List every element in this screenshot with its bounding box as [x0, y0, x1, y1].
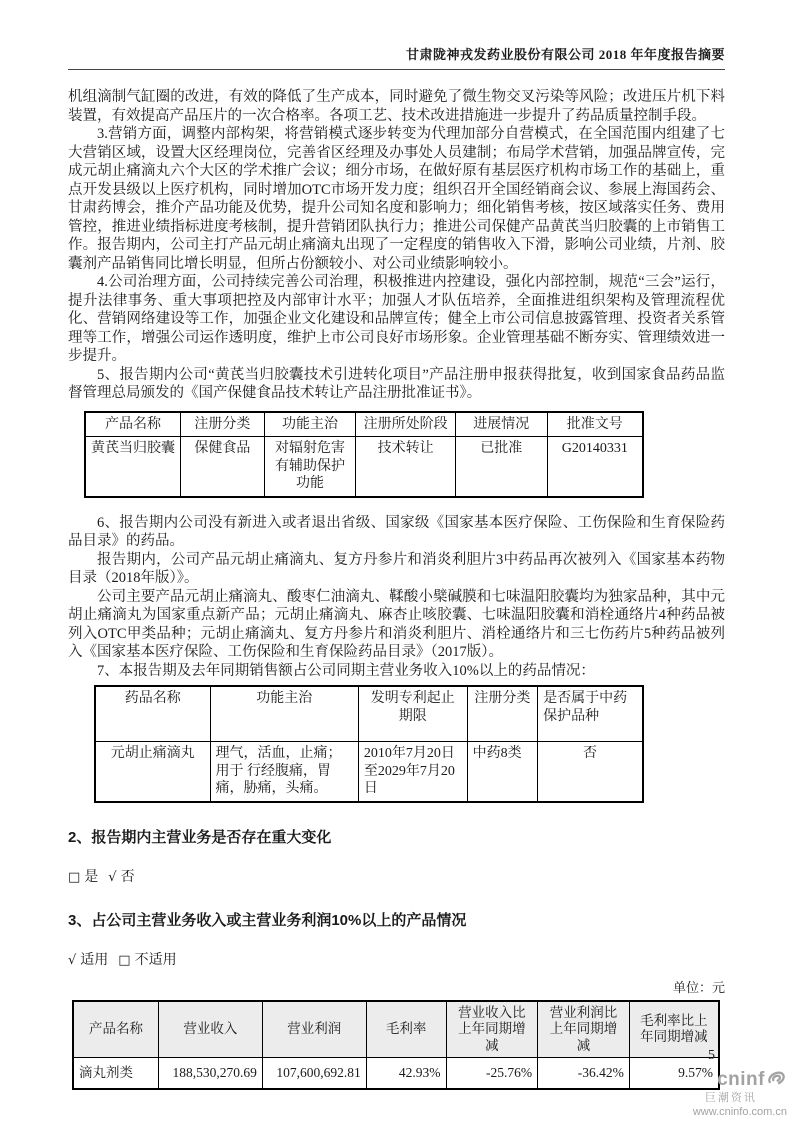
- paragraph-governance: 4.公司治理方面，公司持续完善公司治理，积极推进内控建设，强化内部控制，规范“三会”运行，提升法律事务、重大事项把控及内部审计水平；加强人才队伍培养，全面推进组织架构及管理流程优化、营销网络建设等工作，加强企业文化建设和品牌宣传；健全上市公司信息披露管理、投资者关系管理等工作，增强公司运作透明度，维护上市公司良好市场形象。企业管理基础不断夯实、管理绩效进一步提升。: [68, 274, 725, 364]
- table1-cell-function: 对辐射危害有辅助保护功能: [264, 437, 356, 497]
- table1-cell-approval-no: G20140331: [547, 437, 643, 497]
- no-label: 否: [120, 869, 135, 885]
- table3-header-cell: 毛利率比上年同期增减: [629, 1001, 719, 1058]
- major-drug-table: [94, 685, 644, 803]
- table-row: [85, 437, 643, 497]
- table2-cell-function: 理气，活血，止痛；用于 行经腹痛，胃痛，胁痛，头痛。: [210, 742, 358, 802]
- table1-header-cell: 批准文号: [547, 412, 643, 437]
- cninfo-chinese-name: 巨潮资讯: [704, 1091, 757, 1104]
- table1-cell-category: 保健食品: [181, 437, 265, 497]
- table-row: [73, 1058, 719, 1090]
- section-heading-products-over-10pct: 3、占公司主营业务收入或主营业务利润10%以上的产品情况: [68, 911, 467, 929]
- cninfo-swirl-icon: [766, 1068, 787, 1094]
- table3-cell-gross-margin: 42.93%: [366, 1058, 446, 1090]
- checkmark-icon: √: [108, 869, 117, 885]
- paragraph-essential-drugs: 报告期内，公司产品元胡止痛滴丸、复方丹参片和消炎利胆片3中药品再次被列入《国家基本药物目录（2018年版）》。: [68, 551, 725, 586]
- table2-cell-patent-term: 2010年7月20日至2029年7月20日: [358, 742, 467, 802]
- table1-header-cell: 进展情况: [455, 412, 547, 437]
- yes-label: 是: [84, 869, 99, 885]
- paragraph-process-improvement: 机组滴制气缸圈的改进，有效的降低了生产成本，同时避免了微生物交叉污染等风险；改进压片机下料装置，有效提高产品压片的一次合格率。各项工艺、技术改进措施进一步提升了药品质量控制手段。: [68, 89, 725, 124]
- table2-cell-drug-name: 元胡止痛滴丸: [95, 742, 210, 802]
- table3-header-cell: 营业利润比上年同期增减: [538, 1001, 630, 1058]
- table1-header-cell: 产品名称: [85, 412, 181, 437]
- product-revenue-table: [72, 1000, 720, 1091]
- table3-header-cell: 营业利润: [262, 1001, 366, 1058]
- yes-no-choice: [68, 866, 725, 886]
- table1-header-cell: 注册分类: [181, 412, 265, 437]
- table3-header-cell: 营业收入: [158, 1001, 262, 1058]
- paragraph-registration-approval: 5、报告期内公司“黄芪当归胶囊技术引进转化项目”产品注册申报获得批复，收到国家食品药品监督管理总局颁发的《国产保健食品技术转让产品注册批准证书》。: [68, 366, 725, 401]
- table2-header-cell: 药品名称: [95, 686, 210, 742]
- paragraph-sales-over-10pct: 7、本报告期及去年同期销售额占公司同期主营业务收入10%以上的药品情况：: [97, 662, 595, 679]
- table1-header-cell: 功能主治: [264, 412, 356, 437]
- cninfo-logo: [693, 1068, 787, 1118]
- table2-header-cell: 注册分类: [467, 686, 537, 742]
- table2-cell-category: 中药8类: [467, 742, 537, 802]
- page-number: 5: [708, 1048, 715, 1063]
- paragraph-main-products: 公司主要产品元胡止痛滴丸、酸枣仁油滴丸、鞣酸小檗碱膜和七味温阳胶囊均为独家品种，其中元胡止痛滴丸为国家重点新产品；元胡止痛滴丸、麻杏止咳胶囊、七味温阳胶囊和消栓通络片4种药品被列入OTC甲类品种；元胡止痛滴丸、复方丹参片和消炎利胆片、消栓通络片和三七伤药片5种药品被列入《国家基本医疗保险、工伤保险和生育保险药品目录》（2017版）。: [68, 588, 725, 660]
- table1-cell-product: 黄芪当归胶囊: [85, 437, 181, 497]
- applicable-label: 适用: [80, 952, 109, 968]
- applicable-choice: [68, 949, 725, 969]
- cninfo-logo-row: [693, 1068, 787, 1094]
- table2-cell-tcm-protected: 否: [538, 742, 643, 802]
- table2-header-cell: 是否属于中药保护品种: [538, 686, 643, 742]
- table-header-row: [73, 1001, 719, 1058]
- checkbox-unchecked-icon: □: [118, 952, 131, 968]
- table-header-row: [85, 412, 643, 437]
- unit-label: 单位：元: [672, 979, 725, 995]
- paragraph-marketing: 3.营销方面，调整内部构架，将营销模式逐步转变为代理加部分自营模式，在全国范围内组建了七大营销区域，设置大区经理岗位，完善省区经理及办事处人员建制；布局学术营销，加强品牌宣传，完成元胡止痛滴丸六个大区的学术推广会议；细分市场，在做好原有基层医疗机构市场工作的基础上，重点开发县级以上医疗机构，同时增加OTC市场开发力度；组织召开全国经销商会议、参展上海国药会、甘肃药博会，推介产品功能及优势，提升公司知名度和影响力；细化销售考核，按区域落实任务、费用管控，推进业绩指标进度考核制，提升营销团队执行力；推进公司保健产品黄芪当归胶囊的上市销售工作。报告期内，公司主打产品元胡止痛滴丸出现了一定程度的销售收入下滑，影响公司业绩，片剂、胶囊剂产品销售同比增长明显，但所占份额较小、对公司业绩影响较小。: [68, 126, 725, 272]
- cninfo-brand-text: cninf: [717, 1069, 765, 1091]
- document-header: 甘肃陇神戎发药业股份有限公司 2018 年年度报告摘要: [68, 0, 725, 70]
- table1-cell-progress: 已批准: [455, 437, 547, 497]
- product-registration-table: [84, 411, 644, 498]
- paragraph-insurance-catalog: 6、报告期内公司没有新进入或者退出省级、国家级《国家基本医疗保险、工伤保险和生育保险药品目录》的药品。: [68, 514, 725, 549]
- table2-header-cell: 功能主治: [210, 686, 358, 742]
- table3-cell-revenue: 188,530,270.69: [158, 1058, 262, 1090]
- table3-header-cell: 毛利率: [366, 1001, 446, 1058]
- section-heading-major-change: 2、报告期内主营业务是否存在重大变化: [68, 828, 332, 846]
- table3-cell-revenue-change: -25.76%: [446, 1058, 538, 1090]
- table3-cell-product: 滴丸剂类: [73, 1058, 158, 1090]
- cninfo-url: www.cninfo.com.cn: [692, 1105, 787, 1118]
- table3-header-cell: 产品名称: [73, 1001, 158, 1058]
- document-body: [68, 88, 725, 1090]
- not-applicable-label: 不适用: [134, 952, 177, 968]
- table3-cell-profit-change: -36.42%: [538, 1058, 630, 1090]
- checkmark-icon: √: [68, 952, 77, 968]
- table1-header-cell: 注册所处阶段: [356, 412, 456, 437]
- table3-header-cell: 营业收入比上年同期增减: [446, 1001, 538, 1058]
- table3-cell-profit: 107,600,692.81: [262, 1058, 366, 1090]
- table2-header-cell: 发明专利起止期限: [358, 686, 467, 742]
- table1-cell-stage: 技术转让: [356, 437, 456, 497]
- table3-cell-margin-change: 9.57%: [629, 1058, 719, 1090]
- checkbox-unchecked-icon: □: [68, 869, 81, 885]
- table-row: [95, 742, 643, 802]
- table-header-row: [95, 686, 643, 742]
